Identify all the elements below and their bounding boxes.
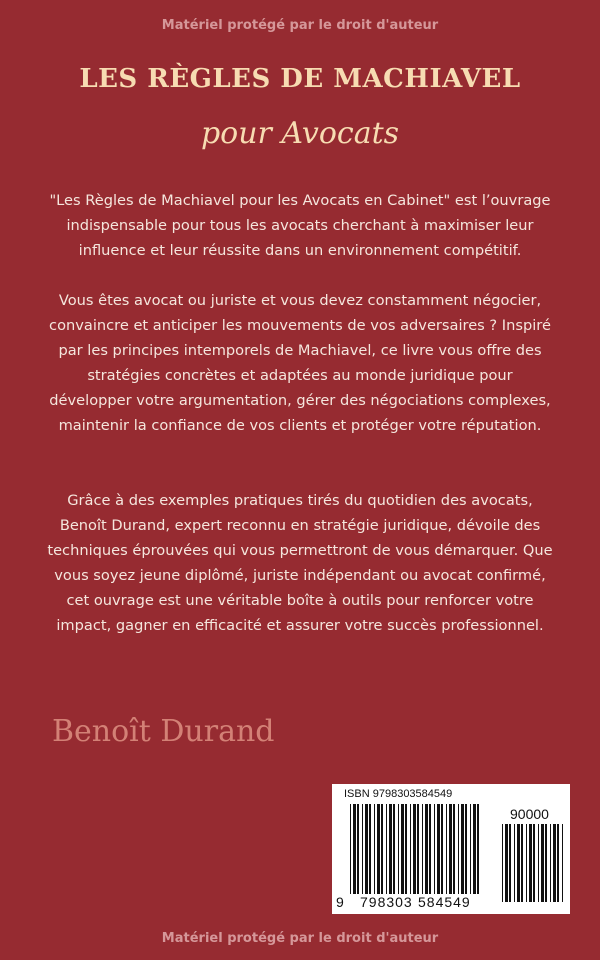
copyright-watermark-bottom: Matériel protégé par le droit d'auteur — [161, 931, 439, 946]
barcode-bar — [517, 824, 520, 902]
barcode-bar — [541, 824, 544, 902]
barcode-bar — [538, 824, 539, 902]
isbn-label: ISBN 9798303584549 — [344, 788, 453, 800]
barcode-bar — [461, 804, 464, 894]
description-paragraph-1: "Les Règles de Machiavel pour les Avocats en Cabinet" est l’ouvrage indispensable pour tous les avocats cherchant à maximiser leur influence et leur réussite dans un environnement compétitif. — [49, 192, 551, 259]
barcode-bar — [434, 804, 435, 894]
barcode-bar — [526, 824, 527, 902]
barcode-bar — [389, 804, 392, 894]
barcode-bar — [514, 824, 515, 902]
barcode-bar — [550, 824, 551, 902]
barcode-bar — [365, 804, 368, 894]
barcode-bar — [405, 804, 407, 894]
barcode-bar — [386, 804, 387, 894]
barcode-bar — [505, 824, 508, 902]
barcode-bar — [453, 804, 455, 894]
barcode-bar — [553, 824, 556, 902]
barcode-bar — [429, 804, 431, 894]
author-name: Benoît Durand — [52, 714, 275, 749]
barcode-bar — [521, 824, 523, 902]
barcode-bar — [357, 804, 359, 894]
barcode-bar — [353, 804, 356, 894]
barcode-bar — [545, 824, 547, 902]
barcode-bar — [374, 804, 375, 894]
barcode-digit-group-2: 584549 — [418, 894, 471, 910]
barcode-bar — [446, 804, 447, 894]
isbn-barcode — [332, 784, 570, 914]
barcode-addon-digits: 90000 — [510, 806, 549, 822]
barcode-bar — [470, 804, 471, 894]
description-paragraph-2: Vous êtes avocat ou juriste et vous devez constamment négocier, convaincre et anticiper les mouvements de vos adversaires ? Inspiré par les principes intemporels de Machiavel, ce livre vous offre des stratégies concrètes et adaptées au monde juridique pour développer votre argumentation, gérer des négociations complexes, maintenir la confiance de vos clients et protéger votre réputation. — [49, 292, 551, 434]
barcode-bar — [393, 804, 395, 894]
barcode-bar — [529, 824, 532, 902]
barcode-bar — [350, 804, 351, 894]
barcode-bar — [398, 804, 399, 894]
description-paragraph-3: Grâce à des exemples pratiques tirés du quotidien des avocats, Benoît Durand, expert reconnu en stratégie juridique, dévoile des techniques éprouvées qui vous permettront de vous démarquer. Que vous soyez jeune diplômé, juriste indépendant ou avocat confirmé, cet ouvrage est une véritable boîte à outils pour renforcer votre impact, gagner en efficacité et assurer votre succès professionnel. — [47, 492, 553, 634]
barcode-bar — [377, 804, 380, 894]
barcode-bar — [381, 804, 383, 894]
barcode-bar — [533, 824, 535, 902]
barcode-bar — [562, 824, 563, 902]
barcode-bar — [509, 824, 511, 902]
copyright-watermark-top: Matériel protégé par le droit d'auteur — [161, 18, 439, 33]
barcode-bar — [441, 804, 443, 894]
barcode-bar — [369, 804, 371, 894]
barcode-bar — [557, 824, 559, 902]
barcode-digit-group-1: 798303 — [360, 894, 413, 910]
barcode-bar — [362, 804, 363, 894]
book-subtitle: pour Avocats — [200, 116, 400, 151]
barcode-bar — [425, 804, 428, 894]
barcode-bar — [401, 804, 404, 894]
barcode-bar — [449, 804, 452, 894]
barcode-bar — [422, 804, 423, 894]
barcode-bar — [473, 804, 476, 894]
book-title: LES RÈGLES DE MACHIAVEL — [79, 64, 521, 94]
barcode-bar — [502, 824, 503, 902]
barcode-bar — [458, 804, 459, 894]
barcode-bar — [413, 804, 416, 894]
barcode-bar — [477, 804, 479, 894]
barcode-bar — [465, 804, 467, 894]
barcode-digit-lead: 9 — [336, 894, 345, 910]
barcode-bar — [410, 804, 411, 894]
barcode-bar — [437, 804, 440, 894]
barcode-bar — [417, 804, 419, 894]
